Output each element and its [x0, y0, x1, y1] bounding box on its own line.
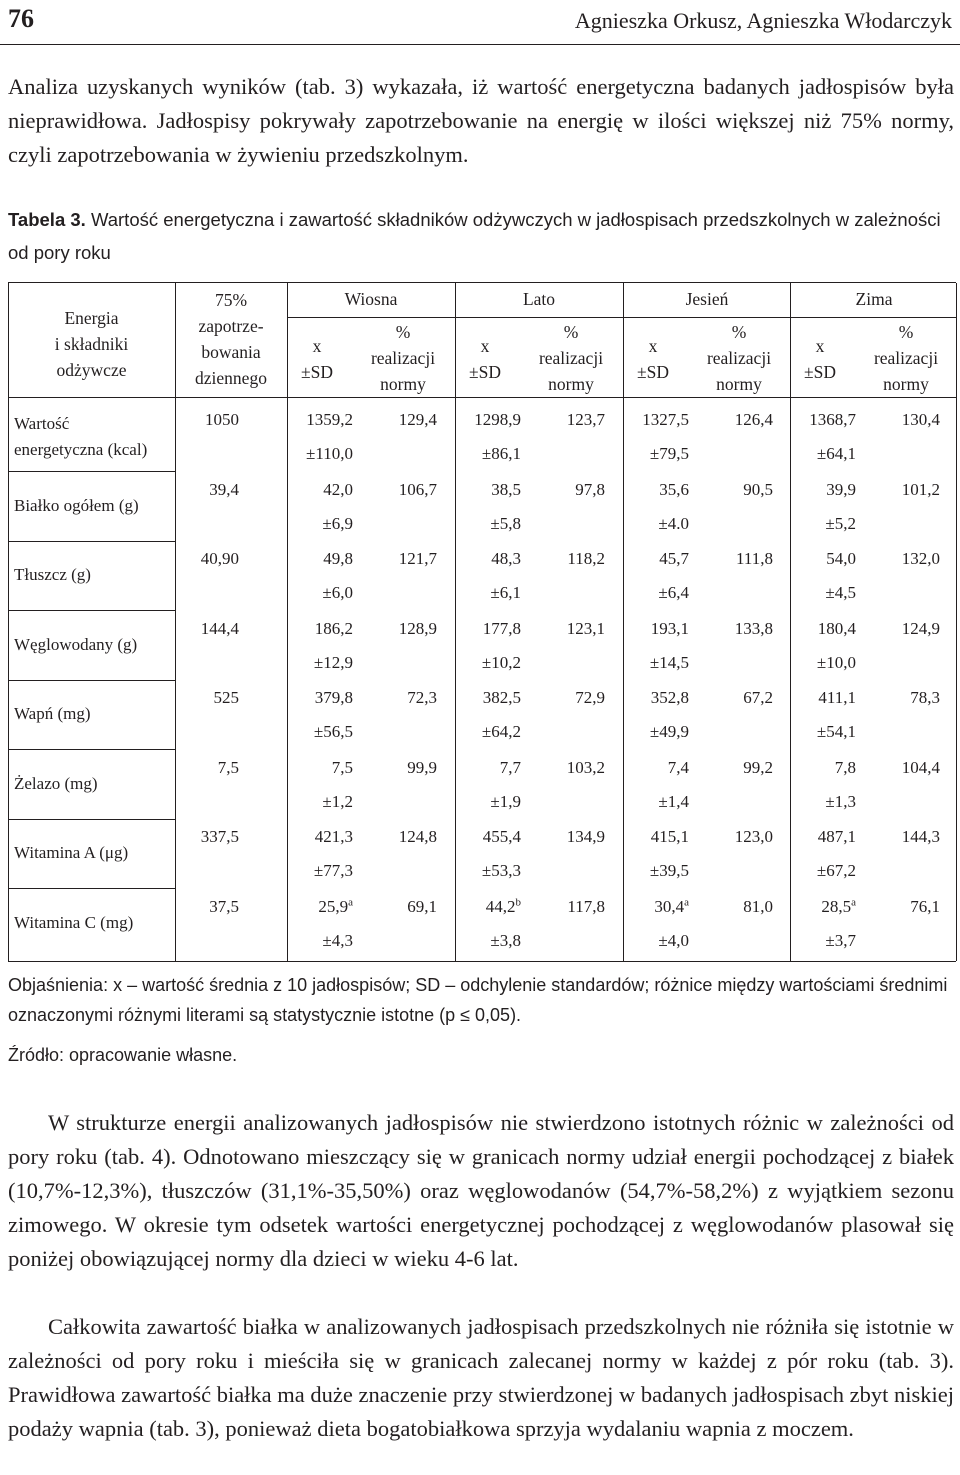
subheader-mean: ±SD — [804, 362, 836, 382]
sd-value: ±6,1 — [490, 583, 521, 602]
sd-value: ±6,9 — [322, 513, 353, 533]
sd-value: ±6,0 — [322, 583, 353, 602]
sd-value: ±4.0 — [658, 513, 689, 533]
mean-number: 487,1 — [817, 827, 856, 846]
mean-value — [455, 824, 521, 850]
mean-number: 415,1 — [650, 827, 689, 846]
pct-value: 76,1 — [910, 896, 940, 916]
pct-value: 90,5 — [743, 479, 773, 499]
mean-value — [455, 685, 521, 711]
mean-value — [287, 616, 353, 642]
page-number: 76 — [8, 4, 34, 33]
subheader-pct: realizacji — [370, 348, 436, 368]
mean-number: 7,5 — [331, 757, 353, 777]
pct-value: 129,4 — [398, 410, 437, 429]
header-bottom-line — [8, 397, 956, 398]
row-separator — [8, 610, 175, 611]
norm-value: 37,5 — [209, 896, 239, 916]
row-label: Węglowodany (g) — [14, 634, 138, 654]
mean-number: 30,4 — [654, 896, 685, 916]
mean-number: 411,1 — [818, 688, 856, 707]
row-separator — [8, 680, 175, 681]
norm-value: 525 — [213, 688, 239, 707]
mean-number: 7,8 — [834, 757, 856, 777]
norm-value: 1050 — [205, 410, 239, 429]
pct-value: 124,9 — [901, 618, 940, 638]
row-label: Wartość — [14, 414, 70, 433]
row-label: Żelazo (mg) — [14, 773, 98, 793]
pct-value: 123,1 — [566, 618, 605, 638]
sd-value: ±10,0 — [816, 652, 856, 672]
table-label: Tabela 3. — [8, 209, 86, 230]
pct-value: 118,2 — [567, 549, 605, 568]
nutrition-table — [8, 282, 956, 962]
mean-number: 35,6 — [659, 479, 689, 499]
header-norm-line: zapotrze- — [198, 316, 264, 336]
mean-value — [623, 824, 689, 850]
sd-value: ±6,4 — [658, 583, 689, 602]
sd-value: ±1,2 — [322, 791, 353, 811]
header-norm-line: bowania — [201, 342, 261, 362]
sd-value: ±4,5 — [825, 583, 856, 602]
pct-value: 124,8 — [398, 827, 437, 846]
mean-number: 421,3 — [314, 827, 353, 846]
body-paragraph-2: Całkowita zawartość białka w analizowanych jadłospisach przedszkolnych nie różniła się istotnie w zależności od pory roku i mieściła się w granicach zalecanej normy w każdej z pór roku (tab. 3). Prawidłowa zawartość białka ma duże znaczenie przy stwierdzonej w badanych jadłospisach zbyt niskiej podaży wapnia (tab. 3), ponieważ dieta bogatobiałkowa sprzyja wydalaniu wapnia z moczem. — [8, 1314, 954, 1441]
intro-paragraph: Analiza uzyskanych wyników (tab. 3) wykazała, iż wartość energetyczna badanych jadłospisów była nieprawidłowa. Jadłospisy pokrywały zapotrzebowanie na energię w ilości większej niż 75% normy, czyli zapotrzebowania w żywieniu przedszkolnym. — [8, 74, 954, 167]
season-header: Lato — [522, 289, 556, 309]
sd-value: ±110,0 — [306, 444, 353, 463]
subheader-pct: realizacji — [706, 348, 772, 368]
mean-number: 49,8 — [323, 549, 353, 568]
sd-value: ±5,8 — [490, 513, 521, 533]
table-source: Źródło: opracowanie własne. — [8, 1045, 238, 1065]
mean-value — [623, 477, 689, 503]
significance-letter: b — [515, 895, 521, 908]
sd-value: ±77,3 — [313, 861, 353, 880]
mean-value — [623, 546, 689, 572]
mean-value — [790, 685, 856, 711]
mean-number: 7,7 — [499, 757, 521, 777]
norm-value: 7,5 — [217, 757, 239, 777]
mean-value — [287, 685, 353, 711]
norm-value: 337,5 — [200, 827, 239, 846]
mean-number: 1368,7 — [809, 410, 856, 429]
mean-value — [623, 894, 689, 920]
subheader-pct: % — [731, 322, 747, 342]
significance-letter: a — [348, 895, 353, 908]
pct-value: 78,3 — [910, 688, 940, 707]
header-nutrient-line: Energia — [64, 308, 119, 328]
mean-value — [790, 894, 856, 920]
mean-value — [623, 407, 689, 433]
mean-number: 44,2 — [485, 896, 516, 916]
running-head: Agnieszka Orkusz, Agnieszka Włodarczyk — [574, 8, 952, 33]
row-label: energetyczna (kcal) — [14, 440, 148, 459]
sd-value: ±64,1 — [816, 444, 856, 463]
sd-value: ±1,9 — [490, 791, 521, 811]
pct-value: 128,9 — [398, 618, 437, 638]
pct-value: 123,0 — [734, 827, 773, 846]
sd-value: ±86,1 — [481, 444, 521, 463]
pct-value: 134,9 — [566, 827, 605, 846]
mean-number: 379,8 — [314, 688, 353, 707]
norm-value: 39,4 — [209, 479, 239, 499]
pct-value: 72,3 — [407, 688, 437, 707]
mean-value — [790, 407, 856, 433]
pct-value: 126,4 — [734, 410, 773, 429]
pct-value: 101,2 — [901, 479, 940, 499]
pct-value: 103,2 — [566, 757, 605, 777]
mean-number: 45,7 — [659, 549, 689, 568]
sd-value: ±64,2 — [481, 722, 521, 741]
pct-value: 111,8 — [736, 549, 773, 568]
mean-value — [287, 894, 353, 920]
mean-value — [455, 546, 521, 572]
subheader-mean: ±SD — [637, 362, 669, 382]
table-caption-text: Wartość energetyczna i zawartość składników odżywczych w jadłospisach przedszkolnych w zależności od pory roku — [8, 209, 941, 263]
row-separator — [8, 888, 175, 889]
body-paragraph-1: W strukturze energii analizowanych jadłospisów nie stwierdzono istotnych różnic w zależności od pory roku (tab. 4). Odnotowano mieszczący się w granicach normy udział energii pochodzącej z białek (10,7%-12,3%), tłuszczów (31,1%-35,50%) oraz węglowodanów (54,7%-58,2%) z wyjątkiem sezonu zimowego. W okresie tym odsetek wartości energetycznej pochodzącej z węglowodanów plasował się poniżej obowiązującej normy dla dzieci w wieku 4-6 lat. — [8, 1110, 954, 1271]
season-header: Jesień — [685, 289, 729, 309]
mean-number: 25,9 — [318, 896, 349, 916]
sd-value: ±10,2 — [481, 652, 521, 672]
pct-value: 72,9 — [575, 688, 605, 707]
pct-value: 67,2 — [743, 688, 773, 707]
subheader-pct: normy — [380, 374, 426, 394]
mean-value — [287, 407, 353, 433]
mean-value — [790, 616, 856, 642]
sd-value: ±67,2 — [816, 861, 856, 880]
row-label: Witamina A (μg) — [14, 843, 129, 862]
pct-value: 69,1 — [407, 896, 437, 916]
mean-value — [455, 616, 521, 642]
row-label: Wapń (mg) — [14, 704, 91, 723]
sd-value: ±12,9 — [313, 652, 353, 672]
sd-value: ±3,8 — [490, 930, 521, 950]
subheader-mean: ±SD — [301, 362, 333, 382]
pct-value: 106,7 — [398, 479, 437, 499]
pct-value: 133,8 — [734, 618, 773, 638]
mean-value — [790, 546, 856, 572]
mean-value — [455, 477, 521, 503]
sd-value: ±56,5 — [313, 722, 353, 741]
mean-number: 382,5 — [482, 688, 521, 707]
pct-value: 117,8 — [567, 896, 605, 916]
row-separator — [8, 819, 175, 820]
sd-value: ±1,3 — [825, 791, 856, 811]
subheader-pct: realizacji — [538, 348, 604, 368]
norm-value: 144,4 — [200, 618, 239, 638]
mean-number: 42,0 — [323, 479, 353, 499]
pct-value: 123,7 — [566, 410, 605, 429]
sd-value: ±53,3 — [481, 861, 521, 880]
sd-value: ±49,9 — [649, 722, 689, 741]
mean-number: 352,8 — [650, 688, 689, 707]
pct-value: 130,4 — [901, 410, 940, 429]
subheader-pct: % — [395, 322, 411, 342]
subheader-pct: normy — [883, 374, 929, 394]
mean-value — [455, 894, 521, 920]
row-separator — [8, 749, 175, 750]
mean-number: 48,3 — [491, 549, 521, 568]
table-notes: Objaśnienia: x – wartość średnia z 10 jadłospisów; SD – odchylenie standardów; różnice między wartościami średnimi oznaczonymi różnymi literami są statystycznie istotne (p ≤ 0,05). — [8, 975, 948, 1025]
sd-value: ±54,1 — [816, 722, 856, 741]
sd-value: ±4,3 — [322, 930, 353, 950]
pct-value: 132,0 — [901, 549, 940, 568]
mean-value — [790, 477, 856, 503]
sd-value: ±39,5 — [649, 861, 689, 880]
page-header — [0, 0, 960, 45]
significance-letter: a — [851, 895, 856, 908]
norm-value: 40,90 — [200, 549, 239, 568]
row-separator — [8, 471, 175, 472]
mean-number: 54,0 — [826, 549, 856, 568]
header-nutrient-line: odżywcze — [56, 360, 127, 380]
season-header: Wiosna — [344, 289, 398, 309]
mean-number: 39,9 — [826, 479, 856, 499]
mean-number: 193,1 — [650, 618, 689, 638]
mean-value — [287, 546, 353, 572]
mean-value — [790, 824, 856, 850]
row-label: Witamina C (mg) — [14, 912, 134, 932]
subheader-mean: x — [815, 336, 825, 356]
table-vline — [8, 283, 9, 961]
mean-value — [287, 477, 353, 503]
mean-value — [623, 755, 689, 781]
subheader-pct: realizacji — [873, 348, 939, 368]
mean-number: 186,2 — [314, 618, 353, 638]
header-norm-line: dziennego — [195, 368, 267, 388]
pct-value: 99,9 — [407, 757, 437, 777]
subheader-pct: normy — [548, 374, 594, 394]
row-separator — [8, 541, 175, 542]
table-caption — [8, 203, 954, 269]
mean-value — [455, 407, 521, 433]
mean-number: 28,5 — [821, 896, 852, 916]
subheader-mean: x — [480, 336, 490, 356]
mean-number: 1359,2 — [306, 410, 353, 429]
subheader-pct: % — [563, 322, 579, 342]
pct-value: 144,3 — [901, 827, 940, 846]
sd-value: ±3,7 — [825, 930, 856, 950]
mean-number: 180,4 — [817, 618, 856, 638]
mean-number: 1298,9 — [474, 410, 521, 429]
subheader-mean: ±SD — [469, 362, 501, 382]
header-nutrient-line: i składniki — [54, 334, 129, 354]
mean-number: 38,5 — [491, 479, 521, 499]
subheader-pct: % — [898, 322, 914, 342]
mean-value — [623, 685, 689, 711]
mean-value — [287, 755, 353, 781]
mean-number: 455,4 — [482, 827, 521, 846]
mean-value — [790, 755, 856, 781]
row-label: Tłuszcz (g) — [14, 565, 91, 584]
mean-number: 7,4 — [667, 757, 689, 777]
mean-value — [623, 616, 689, 642]
sd-value: ±5,2 — [825, 513, 856, 533]
season-header-line — [287, 317, 956, 318]
row-label: Białko ogółem (g) — [14, 495, 139, 515]
pct-value: 121,7 — [398, 549, 437, 568]
sd-value: ±14,5 — [649, 652, 689, 672]
mean-value — [455, 755, 521, 781]
season-header: Zima — [855, 289, 893, 309]
pct-value: 104,4 — [901, 757, 940, 777]
significance-letter: a — [684, 895, 689, 908]
header-norm-line: 75% — [214, 290, 248, 310]
sd-value: ±1,4 — [658, 791, 689, 811]
mean-number: 177,8 — [482, 618, 521, 638]
pct-value: 81,0 — [743, 896, 773, 916]
pct-value: 99,2 — [743, 757, 773, 777]
subheader-mean: x — [648, 336, 658, 356]
mean-number: 1327,5 — [642, 410, 689, 429]
subheader-mean: x — [312, 336, 322, 356]
sd-value: ±79,5 — [649, 444, 689, 463]
subheader-pct: normy — [716, 374, 762, 394]
pct-value: 97,8 — [575, 479, 605, 499]
sd-value: ±4,0 — [658, 930, 689, 950]
mean-value — [287, 824, 353, 850]
